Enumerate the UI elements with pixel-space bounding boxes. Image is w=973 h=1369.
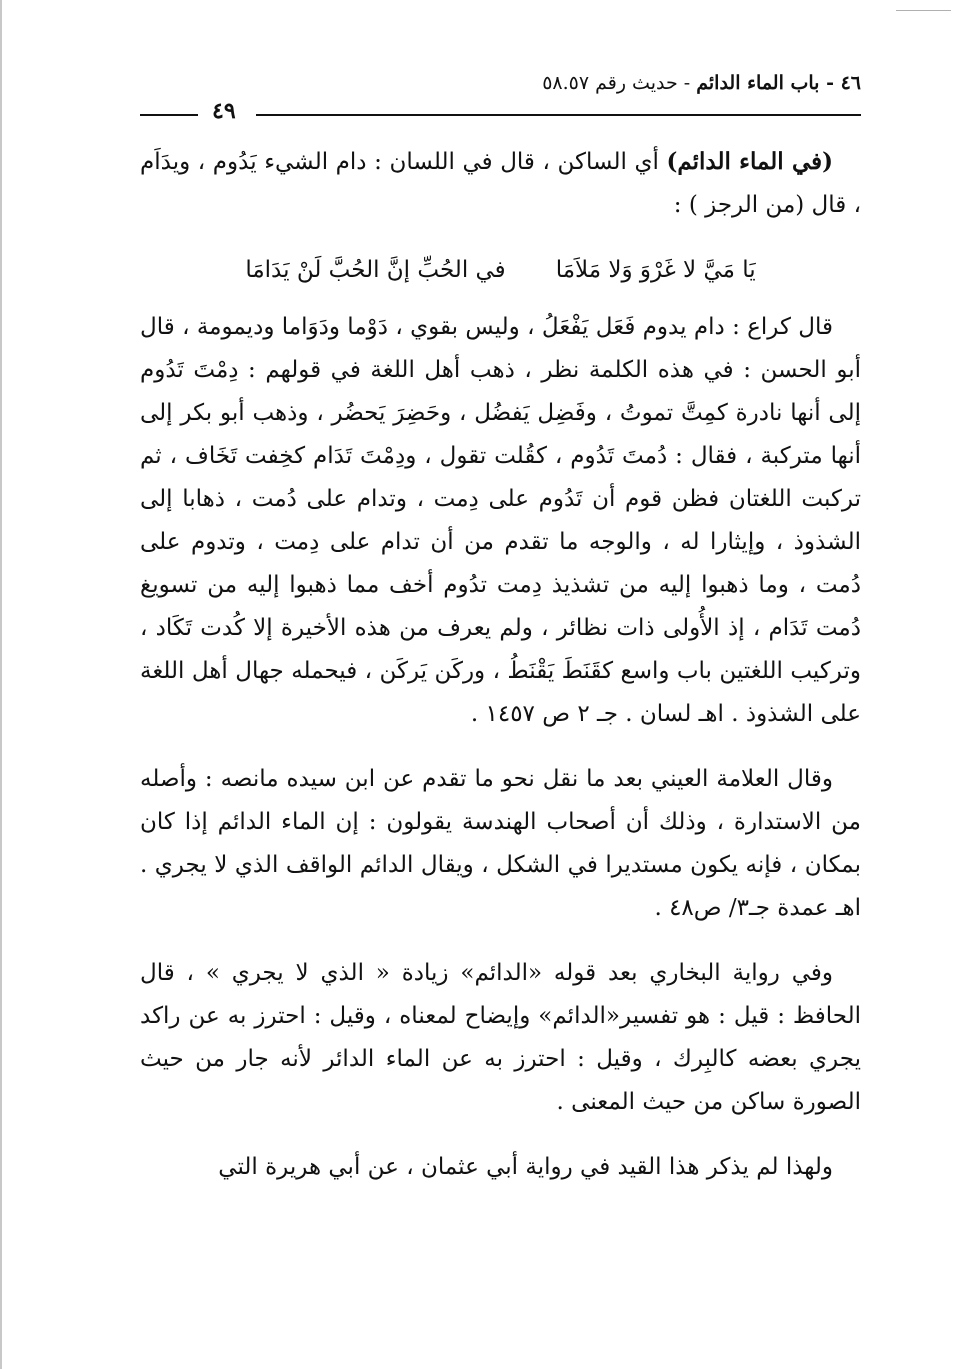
running-head <box>542 72 861 94</box>
page-body <box>140 140 861 1211</box>
poetry-verse <box>140 249 861 292</box>
paragraph-kura: قال كراع : دام يدوم فَعَل يَفْعَلُ ، وليس بقوي ، دَوْما ودَوَاما وديمومة ، قال أبو الحسن : في هذه الكلمة نظر ، ذهب أهل اللغة في قولهم : دِمْتَ تَدُوم إلى أنها نادرة كمِتَّ تموتُ ، وفَضِل يَفضُل ، وحَضِرَ يَحضُر ، وذهب أبو بكر إلى أنها متركبة ، فقال : دُمتَ تَدُوم ، كقُلت تقول ، ودِمْتَ تَدَام كخِفت تَخَاف ، ثم تركبت اللغتان فظن قوم أن تَدُوم على دِمت ، وتدام على دُمت ، ذهابا إلى الشذوذ ، وإيثارا له ، والوجه ما تقدم من أن تدام على دِمت ، وتدوم على دُمت ، وما ذهبوا إليه من تشذيذ دِمت تدُوم أخف مما ذهبوا إليه من تسويغ دُمت تَدَام ، إذ الأُولى ذات نظائر ، ولم يعرف من هذه الأخيرة إلا كُدت تَكَاد ، وتركيب اللغتين باب واسع كقَنَطَ يَقْنَطُ ، وركَن يَركَن ، فيحمله جهال أهل اللغة على الشذوذ . اهـ لسان . جـ ٢ ص ١٤٥٧ . <box>140 314 861 727</box>
page-header <box>140 72 861 124</box>
paragraph-aini: وقال العلامة العيني بعد ما نقل نحو ما تقدم عن ابن سيده مانصه : وأصله من الاستدارة ، وذلك أن أصحاب الهندسة يقولون : إن الماء الدائم إذا كان بمكان ، فإنه يكون مستديرا في الشكل ، ويقال الدائم الواقف الذي لا يجري . اهـ عمدة جـ٣/ ص٤٨ . <box>140 766 861 921</box>
headword: (في الماء الدائم) <box>666 148 834 175</box>
page-number: ٤٩ <box>212 98 236 124</box>
hadith-reference: - حديث رقم ٥٨.٥٧ <box>542 72 697 94</box>
scan-mark <box>896 10 951 11</box>
page-edge-left <box>0 0 2 1369</box>
page-number-rule <box>140 114 198 116</box>
verse-first-hemistich: يَا مَيَّ لا غَرْوَ وَلا مَلاَمَا <box>555 257 756 283</box>
definition-text: أي الساكن ، قال في اللسان : دام الشيء يَدُوم ، ويدَاَم ، قال (من الرجز ) : <box>140 149 861 218</box>
chapter-title: ٤٦ - باب الماء الدائم <box>696 72 861 94</box>
verse-second-hemistich: في الحُبِّ إنَّ الحُبَّ لَنْ يَدَامَا <box>245 257 506 283</box>
header-rule <box>256 114 861 116</box>
paragraph-bukhari: وفي رواية البخاري بعد قوله «الدائم» زيادة « الذي لا يجري » ، قال الحافظ : قيل : هو تفسير«الدائم» وإيضاح لمعناه ، وقيل : احترز به عن راكد يجري بعضه كالبِرك ، وقيل : احترز به عن الماء الدائر لأنه جار من حيث الصورة ساكن من حيث المعنى . <box>140 960 861 1115</box>
paragraph-definition <box>140 140 861 227</box>
paragraph-continuation: ولهذا لم يذكر هذا القيد في رواية أبي عثمان ، عن أبي هريرة التي <box>218 1154 833 1180</box>
